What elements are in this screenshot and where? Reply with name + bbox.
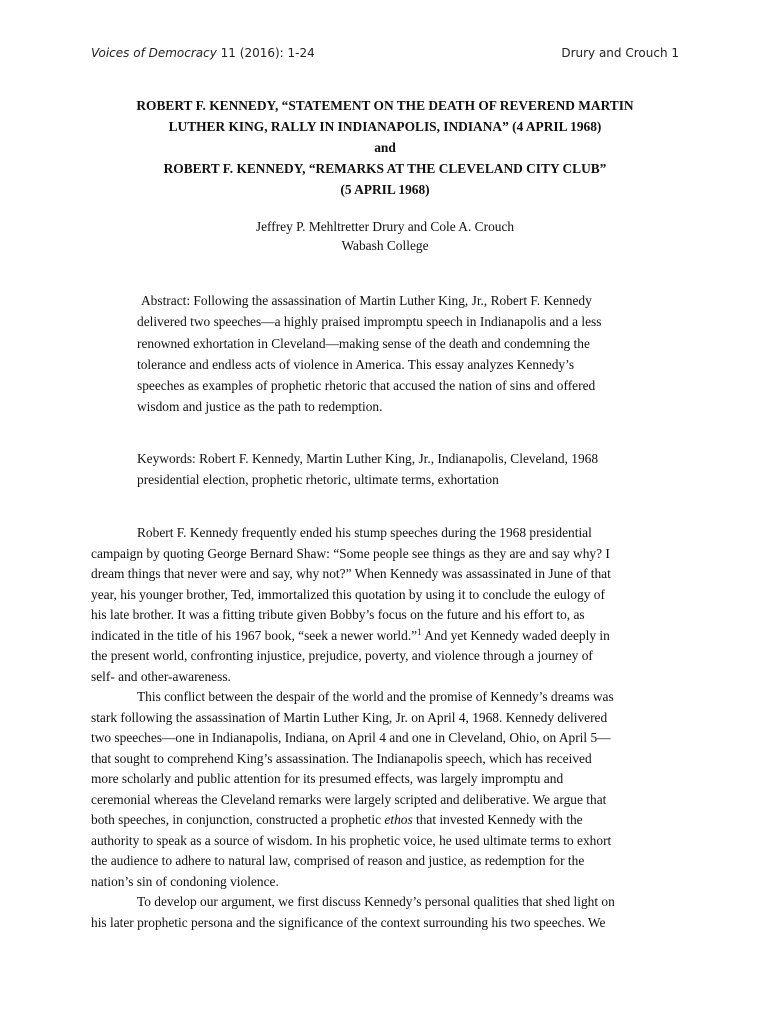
running-head-citation <box>91 46 315 60</box>
volume-pages: 11 (2016): 1-24 <box>216 46 315 60</box>
abstract <box>137 290 657 418</box>
body-line: To develop our argument, we first discuss Kennedy’s personal qualities that shed light on <box>137 894 615 909</box>
keywords-line: presidential election, prophetic rhetoric, ultimate terms, exhortation <box>137 472 499 487</box>
body-line: his late brother. It was a fitting tribute given Bobby’s focus on the future and his effort to, as <box>91 607 585 622</box>
body-line: that sought to comprehend King’s assassination. The Indianapolis speech, which has received <box>91 750 592 766</box>
body-line: nation’s sin of condoning violence. <box>91 873 279 889</box>
body-line <box>91 626 681 647</box>
body-line: dream things that never were and say, why not?” When Kennedy was assassinated in June of that <box>91 566 611 581</box>
body-line: campaign by quoting George Bernard Shaw: “Some people see things as they are and say why? I <box>91 545 610 561</box>
body-line: his later prophetic persona and the significance of the context surrounding his two speeches. We <box>91 914 606 930</box>
body-line: two speeches—one in Indianapolis, Indiana, on April 4 and one in Cleveland, Ohio, on April 5— <box>91 730 611 745</box>
title-line: and <box>374 140 396 155</box>
body-line: stark following the assassination of Martin Luther King, Jr. on April 4, 1968. Kennedy delivered <box>91 709 608 725</box>
body-text <box>91 523 681 933</box>
body-line: year, his younger brother, Ted, immortalized this quotation by using it to conclude the eulogy of <box>91 586 605 602</box>
abstract-line: Abstract: Following the assassination of Martin Luther King, Jr., Robert F. Kennedy <box>141 293 592 308</box>
body-line: more scholarly and public attention for its presumed effects, was largely impromptu and <box>91 771 564 786</box>
title-line: (5 APRIL 1968) <box>340 182 430 197</box>
body-line: the audience to adhere to natural law, comprised of reason and justice, as redemption for the <box>91 853 585 868</box>
abstract-line: renowned exhortation in Cleveland—making sense of the death and condemning the <box>137 335 590 351</box>
title-line: LUTHER KING, RALLY IN INDIANAPOLIS, INDIANA” (4 APRIL 1968) <box>168 119 602 134</box>
body-text-span: that invested Kennedy with the <box>412 812 583 827</box>
abstract-line: delivered two speeches—a highly praised impromptu speech in Indianapolis and a less <box>137 314 602 330</box>
title-line: ROBERT F. KENNEDY, “REMARKS AT THE CLEVELAND CITY CLUB” <box>163 161 607 176</box>
body-line: self- and other-awareness. <box>91 668 231 684</box>
abstract-line: speeches as examples of prophetic rhetoric that accused the nation of sins and offered <box>137 378 596 394</box>
footnote-marker[interactable]: 1 <box>417 626 422 637</box>
body-text-span: And yet Kennedy waded deeply in <box>421 627 610 643</box>
article-title <box>80 95 690 200</box>
body-line: Robert F. Kennedy frequently ended his stump speeches during the 1968 presidential <box>137 525 592 540</box>
author-names: Jeffrey P. Mehltretter Drury and Cole A. Crouch <box>255 219 515 234</box>
body-line: the present world, confronting injustice, prejudice, poverty, and violence through a journey of <box>91 648 593 663</box>
keywords <box>137 448 667 490</box>
abstract-line: tolerance and endless acts of violence in America. This essay analyzes Kennedy’s <box>137 356 575 372</box>
running-head <box>91 46 679 66</box>
keywords-line: Keywords: Robert F. Kennedy, Martin Luther King, Jr., Indianapolis, Cleveland, 1968 <box>137 451 599 466</box>
body-text-span: both speeches, in conjunction, constructed a prophetic <box>91 812 385 827</box>
emphasis-ethos: ethos <box>384 812 413 827</box>
abstract-line: wisdom and justice as the path to redemption. <box>137 399 383 415</box>
journal-name: Voices of Democracy <box>91 46 217 60</box>
author-block <box>80 217 690 255</box>
body-line <box>91 810 681 831</box>
body-line: This conflict between the despair of the world and the promise of Kennedy’s dreams was <box>137 689 614 704</box>
title-line: ROBERT F. KENNEDY, “STATEMENT ON THE DEATH OF REVEREND MARTIN <box>136 98 634 113</box>
running-head-authors-page: Drury and Crouch 1 <box>561 46 679 60</box>
body-text-span: indicated in the title of his 1967 book, “seek a newer world.” <box>91 627 418 643</box>
author-affiliation: Wabash College <box>341 238 429 253</box>
body-line: ceremonial whereas the Cleveland remarks were largely scripted and deliberative. We argue that <box>91 791 607 807</box>
body-line: authority to speak as a source of wisdom. In his prophetic voice, he used ultimate terms to exhort <box>91 832 612 848</box>
